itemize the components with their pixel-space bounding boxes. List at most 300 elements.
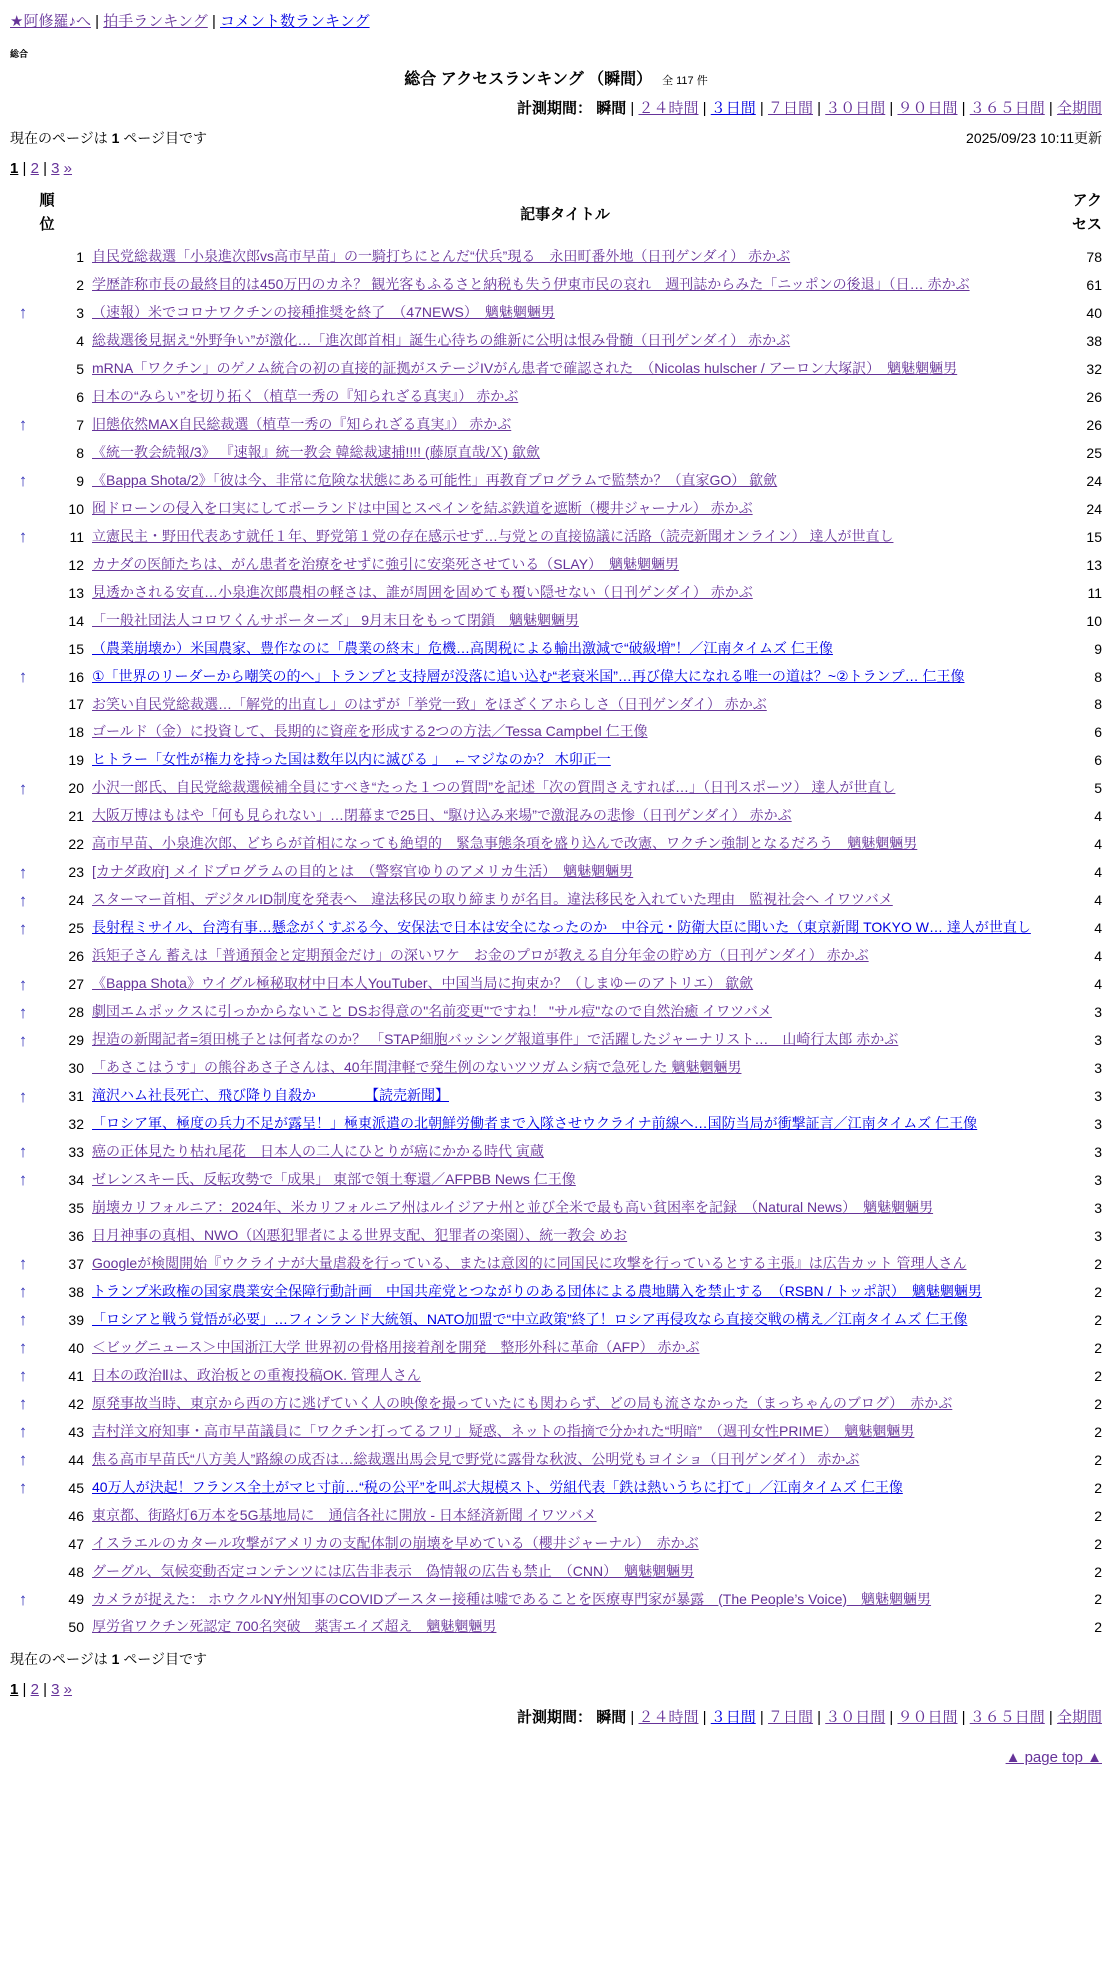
rank-number: 12 [68, 556, 84, 573]
rank-up-icon: ↑ [18, 1170, 28, 1190]
article-title-cell [92, 526, 1038, 548]
access-count: 6 [1094, 752, 1102, 769]
period-separator: | [885, 100, 898, 117]
current-page-prefix: 現在のページは [10, 1651, 108, 1668]
table-row [10, 1502, 1102, 1530]
pagination-link[interactable]: 3 [51, 160, 60, 177]
period-link[interactable]: ３０日間 [825, 1709, 886, 1727]
table-row [10, 942, 1102, 970]
article-link[interactable]: 《統一教会続報/3》 『速報』統一教会 韓総裁逮捕!!!! (藤原直哉/Ｘ) 歙歛 [92, 443, 541, 460]
rank-number: 1 [76, 248, 84, 265]
rank-number: 2 [76, 276, 84, 293]
table-row [10, 1306, 1102, 1334]
page-top-link[interactable]: ▲ page top ▲ [1005, 1749, 1102, 1767]
period-selector-bottom [10, 1706, 1102, 1727]
table-row [10, 1026, 1102, 1054]
table-row [10, 579, 1102, 607]
top-nav [10, 10, 1102, 31]
access-count: 4 [1094, 948, 1102, 965]
period-separator: | [698, 1709, 711, 1727]
access-count: 3 [1094, 1088, 1102, 1105]
table-row [10, 1558, 1102, 1586]
article-link[interactable]: 東京都、街路灯6万本を5G基地局に 通信各社に開放 - 日本経済新聞 イワツバメ [92, 1506, 597, 1523]
pagination-current-page: 1 [10, 160, 19, 177]
article-title-cell [92, 805, 1038, 827]
article-title-cell [92, 414, 1038, 436]
article-link[interactable]: mRNA「ワクチン」のゲノム統合の初の直接的証拠がステージIVがん患者で確認された （Nicolas hulscher / アーロン大塚訳） 魑魅魍魎男 [92, 359, 958, 376]
article-title-cell [92, 1169, 1038, 1191]
article-link[interactable]: 「ロシア軍、極度の兵力不足が露呈！」極東派遣の北朝鮮労働者まで入隊させウクライナ前線へ…国防当局が衝撃証言／江南タイムズ 仁王像 [92, 1115, 978, 1132]
article-link[interactable]: カメラが捉えた： ホウクルNY州知事のCOVIDブースター接種は嘘であることを医療専門家が暴露 (The People’s Voice) 魑魅魍魎男 [92, 1590, 932, 1607]
access-count: 26 [1086, 416, 1102, 433]
rank-number: 27 [68, 976, 84, 993]
rank-up-icon: ↑ [18, 303, 28, 323]
article-title-cell [92, 582, 1038, 604]
rank-up-icon: ↑ [18, 1338, 28, 1358]
access-count: 2 [1094, 1451, 1102, 1468]
table-row [10, 970, 1102, 998]
period-link[interactable]: ２４時間 [638, 100, 699, 117]
access-count: 6 [1094, 724, 1102, 741]
rank-number: 22 [68, 836, 84, 853]
current-page-number: 1 [111, 130, 120, 146]
article-link[interactable]: 吉村洋文府知事・高市早苗議員に「ワクチン打ってるフリ」疑惑、ネットの指摘で分かれた“明暗” （週刊女性PRIME） 魑魅魍魎男 [92, 1422, 915, 1439]
article-link[interactable]: 総裁選後見据え“外野争い”が激化…「進次郎首相」誕生心待ちの維新に公明は恨み骨髄（日刊ゲンダイ） 赤かぶ [92, 331, 791, 348]
article-link[interactable]: 日本の政治Ⅱは、政治板との重複投稿OK. 管理人さん [92, 1366, 421, 1383]
period-separator: | [755, 1709, 768, 1727]
access-count: 3 [1094, 1032, 1102, 1049]
rank-up-icon: ↑ [18, 667, 28, 687]
period-link: 瞬間 [596, 1709, 627, 1727]
table-row [10, 1138, 1102, 1166]
access-count: 2 [1094, 1395, 1102, 1412]
access-count: 9 [1094, 640, 1102, 657]
article-title-cell [92, 1421, 1038, 1443]
article-link[interactable]: 日本の“みらい”を切り拓く（植草一秀の『知られざる真実』） 赤かぶ [92, 387, 519, 404]
access-count: 2 [1094, 1311, 1102, 1328]
current-page-suffix: ページ目です [123, 130, 208, 146]
article-title-cell [92, 1085, 1038, 1107]
table-row [10, 1530, 1102, 1558]
article-title-cell [92, 1029, 1038, 1051]
article-link[interactable]: 《Bappa Shota/2》「彼は今、非常に危険な状態にある可能性」再教育プログラムで監禁か？（直家GO） 歙歛 [92, 471, 778, 488]
period-separator: | [626, 100, 639, 117]
article-title-cell [92, 386, 1038, 408]
table-row [10, 746, 1102, 774]
period-separator: | [813, 1709, 826, 1727]
rank-number: 11 [69, 528, 84, 545]
period-separator: | [1044, 1709, 1057, 1727]
table-row [10, 886, 1102, 914]
access-count: 4 [1094, 836, 1102, 853]
article-link[interactable]: （速報）米でコロナワクチンの接種推奨を終了 （47NEWS） 魑魅魍魎男 [92, 303, 555, 320]
article-link[interactable]: ①「世界のリーダーから嘲笑の的へ」トランプと支持層が没落に追い込む“老衰米国”…再び偉大になれる唯一の道は？~②トランプ… 仁王像 [92, 667, 965, 684]
article-link[interactable]: 《Bappa Shota》ウイグル極秘取材中日本人YouTuber、中国当局に拘束か？（しまゆーのアトリエ） 歙歛 [92, 975, 754, 992]
rank-number: 23 [68, 864, 84, 881]
article-link[interactable]: 高市早苗、小泉進次郎、どちらが首相になっても絶望的 緊急事態条項を盛り込んで改憲、ワクチン強制となるだろう 魑魅魍魎男 [92, 835, 918, 852]
current-page-info [10, 128, 207, 148]
table-row [10, 1362, 1102, 1390]
period-link[interactable]: ７日間 [767, 1709, 813, 1727]
table-row [10, 1586, 1102, 1614]
rank-number: 38 [68, 1283, 84, 1300]
rank-up-icon: ↑ [18, 1086, 28, 1106]
rank-up-icon: ↑ [18, 1282, 28, 1302]
article-link[interactable]: 立憲民主・野田代表あす就任１年、野党第１党の存在感示せず…与党との直接協議に活路（読売新聞オンライン） 達人が世直し [92, 527, 894, 544]
article-link[interactable]: 日月神事の真相、NWO（凶悪犯罪者による世界支配、犯罪者の楽園）、統一教会 めお [92, 1226, 628, 1243]
table-row [10, 1222, 1102, 1250]
access-count: 26 [1086, 388, 1102, 405]
article-title-cell [92, 638, 1038, 660]
article-title-cell [92, 302, 1038, 324]
table-row [10, 355, 1102, 383]
table-row [10, 1613, 1102, 1641]
rank-number: 50 [68, 1619, 84, 1636]
article-link[interactable]: お笑い自民党総裁選…「解党的出直し」のはずが「挙党一致」をほざくアホらしさ（日刊ゲンダイ） 赤かぶ [92, 695, 767, 712]
rank-number: 21 [68, 808, 84, 825]
rank-number: 44 [68, 1451, 84, 1468]
article-title-cell [92, 442, 1038, 464]
rank-up-icon: ↑ [18, 527, 28, 547]
article-link[interactable]: 「一般社団法人コロワくんサポーターズ」 9月末日をもって閉鎖 魑魅魍魎男 [92, 611, 579, 628]
article-title-cell [92, 1001, 1038, 1023]
period-separator: | [957, 1709, 970, 1727]
rank-number: 36 [68, 1227, 84, 1244]
article-title-cell [92, 1057, 1038, 1079]
article-link[interactable]: ＜ビッグニュース＞中国浙江大学 世界初の骨格用接着剤を開発 整形外科に革命（AFP） 赤かぶ [92, 1338, 700, 1355]
table-row [10, 439, 1102, 467]
article-title-cell [92, 1393, 1038, 1415]
rank-number: 25 [68, 920, 84, 937]
article-link[interactable]: 「ロシアと戦う覚悟が必要」…フィンランド大統領、NATO加盟で“中立政策”終了！ロシア再侵攻なら直接交戦の構え／江南タイムズ 仁王像 [92, 1310, 968, 1327]
article-title-cell [92, 861, 1038, 883]
table-row [10, 271, 1102, 299]
article-link[interactable]: 浜矩子さん 蓄えは「普通預金と定期預金だけ」の深いワケ お金のプロが教える自分年金の貯め方（日刊ゲンダイ） 赤かぶ [92, 947, 869, 964]
rank-up-icon: ↑ [18, 1142, 28, 1162]
rank-number: 45 [68, 1479, 84, 1496]
article-title-cell [92, 330, 1038, 352]
table-row [10, 495, 1102, 523]
rank-number: 42 [68, 1395, 84, 1412]
article-title-cell [92, 274, 1038, 296]
rank-up-icon: ↑ [18, 778, 28, 798]
table-row [10, 1418, 1102, 1446]
access-count: 3 [1094, 1143, 1102, 1160]
nav-link-comment-ranking[interactable]: コメント数ランキング [220, 13, 370, 30]
pagination-separator: | [38, 160, 52, 177]
access-count: 2 [1094, 1479, 1102, 1496]
article-title-cell [92, 1533, 1038, 1555]
article-link[interactable]: 小沢一郎氏、自民党総裁選候補全員にすべき“たった１つの質問”を記述「次の質問さえすれば…」（日刊スポーツ） 達人が世直し [92, 779, 896, 796]
rank-number: 46 [68, 1507, 84, 1524]
article-link[interactable]: 「あさこはうす」の熊谷あさ子さんは、40年間津軽で発生例のないツツガムシ病で急死した 魑魅魍魎男 [92, 1059, 742, 1076]
page-title: 総合 アクセスランキング （瞬間） [404, 71, 653, 88]
total-count: 全 117 件 [662, 75, 708, 87]
article-link[interactable]: 捏造の新聞記者=須田桃子とは何者なのか？ 「STAP細胞バッシング報道事件」で活躍したジャーナリスト… 山崎行太郎 赤かぶ [92, 1031, 899, 1048]
pagination-bottom [10, 1681, 1102, 1698]
table-row [10, 998, 1102, 1026]
updated-timestamp: 2025/09/23 10:11更新 [966, 130, 1102, 146]
rank-number: 18 [68, 724, 84, 741]
article-link[interactable]: ヒトラー「女性が権力を持った国は数年以内に滅びる 」 ←マジなのか？ 木卯正一 [92, 751, 611, 768]
rank-up-icon: ↑ [18, 862, 28, 882]
article-title-cell [92, 1589, 1038, 1611]
article-title-cell [92, 1365, 1038, 1387]
ranking-table-body [10, 243, 1102, 1641]
article-link[interactable]: 厚労省ワクチン死認定 700名突破 薬害エイズ超え 魑魅魍魎男 [92, 1618, 497, 1635]
period-separator: | [755, 100, 768, 117]
article-link[interactable]: 焦る高市早苗氏“八方美人”路線の成否は…総裁選出馬会見で野党に露骨な秋波、公明党もヨイショ（日刊ゲンダイ） 赤かぶ [92, 1450, 860, 1467]
table-row [10, 718, 1102, 746]
rank-number: 15 [68, 640, 84, 657]
access-column-header: アク セス [1071, 192, 1102, 233]
rank-number: 30 [68, 1060, 84, 1077]
table-row [10, 523, 1102, 551]
period-link[interactable]: ９０日間 [897, 100, 958, 117]
rank-up-icon: ↑ [18, 471, 28, 491]
access-count: 2 [1094, 1283, 1102, 1300]
article-link[interactable]: ゼレンスキー氏、反転攻勢で「成果」 東部で領土奪還／AFPBB News 仁王像 [92, 1170, 576, 1187]
access-count: 4 [1094, 808, 1102, 825]
table-row [10, 1278, 1102, 1306]
rank-number: 43 [68, 1423, 84, 1440]
pagination-link[interactable]: 3 [51, 1681, 60, 1699]
period-link: 瞬間 [596, 100, 627, 117]
article-title-cell [92, 358, 1038, 380]
nav-separator: | [211, 13, 216, 30]
access-count: 2 [1094, 1339, 1102, 1356]
table-row [10, 691, 1102, 719]
nav-separator: | [95, 13, 100, 30]
rank-number: 29 [68, 1032, 84, 1049]
article-title-cell [92, 1113, 1038, 1135]
period-label: 計測期間： [517, 1709, 593, 1727]
rank-number: 10 [68, 500, 84, 517]
table-row [10, 914, 1102, 942]
rank-up-icon: ↑ [18, 974, 28, 994]
table-row [10, 467, 1102, 495]
article-link[interactable]: グーグル、気候変動否定コンテンツには広告非表示 偽情報の広告も禁止 （CNN） 魑魅魍魎男 [92, 1562, 695, 1579]
rank-up-icon: ↑ [18, 1030, 28, 1050]
access-count: 10 [1086, 612, 1102, 629]
period-link[interactable]: ２４時間 [638, 1709, 699, 1727]
rank-up-icon: ↑ [18, 918, 28, 938]
rank-up-icon: ↑ [18, 1450, 28, 1470]
period-separator: | [957, 100, 970, 117]
period-separator: | [698, 100, 711, 117]
table-row [10, 551, 1102, 579]
rank-up-icon: ↑ [18, 1366, 28, 1386]
access-count: 3 [1094, 1004, 1102, 1021]
table-row [10, 411, 1102, 439]
article-title-cell [92, 1616, 1038, 1638]
article-title-cell [92, 1477, 1038, 1499]
access-count: 2 [1094, 1591, 1102, 1608]
access-count: 40 [1086, 304, 1102, 321]
access-count: 32 [1086, 360, 1102, 377]
rank-number: 33 [68, 1143, 84, 1160]
period-link[interactable]: 全期間 [1056, 1709, 1102, 1727]
rank-number: 37 [68, 1255, 84, 1272]
article-link[interactable]: 長射程ミサイル、台湾有事…懸念がくすぶる今、安保法で日本は安全になったのか 中谷元・防衛大臣に聞いた（東京新聞 TOKYO W… 達人が世直し [92, 919, 1031, 936]
article-link[interactable]: （農業崩壊か）米国農家、豊作なのに「農業の終末」危機…高関税による輸出激減で“破級増”！／江南タイムズ 仁王像 [92, 639, 833, 656]
article-link[interactable]: 大阪万博はもはや「何も見られない」…閉幕まで25日、“駆け込み来場”で激混みの悲惨（日刊ゲンダイ） 赤かぶ [92, 807, 792, 824]
table-row [10, 1474, 1102, 1502]
access-count: 3 [1094, 1171, 1102, 1188]
table-row [10, 1250, 1102, 1278]
article-title-cell [92, 1253, 1038, 1275]
rank-number: 8 [76, 444, 84, 461]
pagination-separator: | [38, 1681, 52, 1699]
nav-link-home[interactable]: ★阿修羅♪へ [10, 13, 91, 30]
period-separator: | [1044, 100, 1057, 117]
article-link[interactable]: 崩壊カリフォルニア：2024年、米カリフォルニア州はルイジアナ州と並び全米で最も高い貧困率を記録 （Natural News） 魑魅魍魎男 [92, 1198, 934, 1215]
period-label: 計測期間： [517, 100, 593, 117]
article-title-cell [92, 973, 1038, 995]
period-link[interactable]: ７日間 [767, 100, 813, 117]
rank-number: 6 [76, 388, 84, 405]
rank-up-icon: ↑ [18, 1422, 28, 1442]
table-row [10, 663, 1102, 691]
period-link[interactable]: ３日間 [710, 100, 756, 117]
nav-link-clap-ranking[interactable]: 拍手ランキング [103, 13, 208, 30]
current-page-info-bottom [10, 1649, 207, 1669]
article-title-cell [92, 470, 1038, 492]
access-count: 24 [1086, 500, 1102, 517]
pagination-link[interactable]: 2 [30, 1681, 39, 1699]
access-count: 25 [1086, 444, 1102, 461]
period-link[interactable]: 全期間 [1056, 100, 1102, 117]
access-count: 2 [1094, 1563, 1102, 1580]
access-count: 2 [1094, 1507, 1102, 1524]
access-count: 2 [1094, 1255, 1102, 1272]
rank-number: 48 [68, 1563, 84, 1580]
article-title-cell [92, 246, 1038, 268]
article-title-cell [92, 554, 1038, 576]
rank-number: 19 [68, 752, 84, 769]
article-link[interactable]: [カナダ政府] メイドプログラムの目的とは （警察官ゆりのアメリカ生活） 魑魅魍魎男 [92, 863, 634, 880]
access-count: 2 [1094, 1423, 1102, 1440]
access-count: 4 [1094, 892, 1102, 909]
rank-number: 3 [76, 304, 84, 321]
article-link[interactable]: カナダの医師たちは、がん患者を治療をせずに強引に安楽死させている（SLAY） 魑魅魍魎男 [92, 555, 680, 572]
period-link[interactable]: ９０日間 [897, 1709, 958, 1727]
article-link[interactable]: 原発事故当時、東京から西の方に逃げていく人の映像を撮っていたにも関わらず、どの局も流さなかった（まっちゃんのブログ） 赤かぶ [92, 1394, 953, 1411]
article-title-cell [92, 1141, 1038, 1163]
table-row [10, 774, 1102, 802]
access-count: 3 [1094, 1199, 1102, 1216]
rank-number: 39 [68, 1311, 84, 1328]
access-count: 8 [1094, 668, 1102, 685]
access-count: 3 [1094, 1227, 1102, 1244]
table-header [10, 181, 1102, 243]
article-link[interactable]: トランプ米政権の国家農業安全保障行動計画 中国共産党とつながりのある団体による農地購入を禁止する （RSBN / トッポ訳） 魑魅魍魎男 [92, 1282, 982, 1299]
access-count: 11 [1087, 584, 1102, 601]
period-separator: | [626, 1709, 639, 1727]
table-row [10, 607, 1102, 635]
article-title-cell [92, 1449, 1038, 1471]
period-separator: | [885, 1709, 898, 1727]
table-row [10, 1054, 1102, 1082]
rank-up-icon: ↑ [18, 1478, 28, 1498]
rank-number: 13 [68, 584, 84, 601]
pagination-separator: | [18, 160, 31, 177]
rank-number: 17 [68, 696, 84, 713]
period-link[interactable]: ３日間 [710, 1709, 756, 1727]
article-link[interactable]: 見透かされる安直…小泉進次郎農相の軽さは、誰が周囲を固めても覆い隠せない（日刊ゲンダイ） 赤かぶ [92, 583, 753, 600]
article-link[interactable]: 学歴詐称市長の最終目的は450万円のカネ？ 観光客もふるさと納税も失う伊東市民の哀れ 週刊誌からみた「ニッポンの後退」（日… 赤かぶ [92, 275, 970, 292]
table-row [10, 1446, 1102, 1474]
table-row [10, 383, 1102, 411]
period-link[interactable]: ３０日間 [825, 100, 886, 117]
table-row [10, 635, 1102, 663]
table-row [10, 1110, 1102, 1138]
article-title-cell [92, 889, 1038, 911]
rank-number: 4 [76, 332, 84, 349]
rank-number: 5 [76, 360, 84, 377]
article-link[interactable]: イスラエルのカタール攻撃がアメリカの支配体制の崩壊を早めている（櫻井ジャーナル） 赤かぶ [92, 1534, 699, 1551]
rank-number: 47 [68, 1535, 84, 1552]
article-title-cell [92, 917, 1038, 939]
period-link[interactable]: ３６５日間 [969, 1709, 1045, 1727]
access-count: 13 [1086, 556, 1102, 573]
rank-number: 41 [68, 1367, 84, 1384]
article-link[interactable]: 自民党総裁選「小泉進次郎vs高市早苗」の一騎打ちにとんだ“伏兵”現る 永田町番外地（日刊ゲンダイ） 赤かぶ [92, 248, 791, 264]
access-count: 4 [1094, 920, 1102, 937]
article-link[interactable]: 滝沢ハム社長死亡、飛び降り自殺か 【読売新聞】 [92, 1087, 449, 1104]
table-row [10, 1390, 1102, 1418]
table-row [10, 243, 1102, 271]
table-row [10, 1082, 1102, 1110]
article-title-cell [92, 1281, 1038, 1303]
rank-up-icon: ↑ [18, 1589, 28, 1609]
rank-up-icon: ↑ [18, 1002, 28, 1022]
article-link[interactable]: 癌の正体見たり枯れ尾花 日本人の二人にひとりが癌にかかる時代 寅蔵 [92, 1143, 544, 1159]
article-link[interactable]: スターマー首相、デジタルID制度を発表へ 違法移民の取り締まりが名目。違法移民を入れていた理由 監視社会へ イワツバメ [92, 891, 893, 908]
current-page-prefix: 現在のページは [10, 130, 108, 146]
pagination-link[interactable]: 2 [30, 160, 39, 177]
article-link[interactable]: 囮ドローンの侵入を口実にしてポーランドは中国とスペインを結ぶ鉄道を遮断（櫻井ジャーナル） 赤かぶ [92, 499, 753, 516]
table-row [10, 1166, 1102, 1194]
access-count: 24 [1086, 472, 1102, 489]
table-row [10, 1194, 1102, 1222]
rank-up-icon: ↑ [18, 890, 28, 910]
article-link[interactable]: 40万人が決起！フランス全土がマヒ寸前…“税の公平”を叫ぶ大規模スト、労組代表「鉄は熱いうちに打て」／江南タイムズ 仁王像 [92, 1478, 903, 1495]
rank-number: 24 [68, 892, 84, 909]
access-count: 2 [1094, 1535, 1102, 1552]
pagination-next-link[interactable]: » [63, 160, 73, 177]
article-link[interactable]: 旧態依然MAX自民総裁選（植草一秀の『知られざる真実』） 赤かぶ [92, 415, 512, 432]
article-link[interactable]: ゴールド（金）に投資して、長期的に資産を形成する2つの方法／Tessa Campbel 仁王像 [92, 723, 648, 740]
period-separator: | [813, 100, 826, 117]
pagination-next-link[interactable]: » [63, 1681, 73, 1699]
table-row [10, 327, 1102, 355]
access-count: 38 [1086, 332, 1102, 349]
article-title-cell [92, 777, 1038, 799]
pagination-separator: | [18, 1681, 31, 1699]
article-link[interactable]: 劇団エムポックスに引っかからないこと DSお得意の"名前変更"ですね！ "サル痘"なので自然治癒 イワツバメ [92, 1003, 772, 1020]
period-link[interactable]: ３６５日間 [969, 100, 1045, 117]
article-title-cell [92, 1561, 1038, 1583]
rank-number: 31 [68, 1088, 84, 1105]
article-link[interactable]: Googleが検閲開始『ウクライナが大量虐殺を行っている、または意図的に同国民に攻撃を行っているとする主張』は広告カット 管理人さん [92, 1254, 967, 1271]
table-row [10, 299, 1102, 327]
pagination-top [10, 160, 1102, 177]
article-title-cell [92, 1225, 1038, 1247]
article-title-cell [92, 1309, 1038, 1331]
table-row [10, 1334, 1102, 1362]
access-count: 78 [1086, 248, 1102, 265]
